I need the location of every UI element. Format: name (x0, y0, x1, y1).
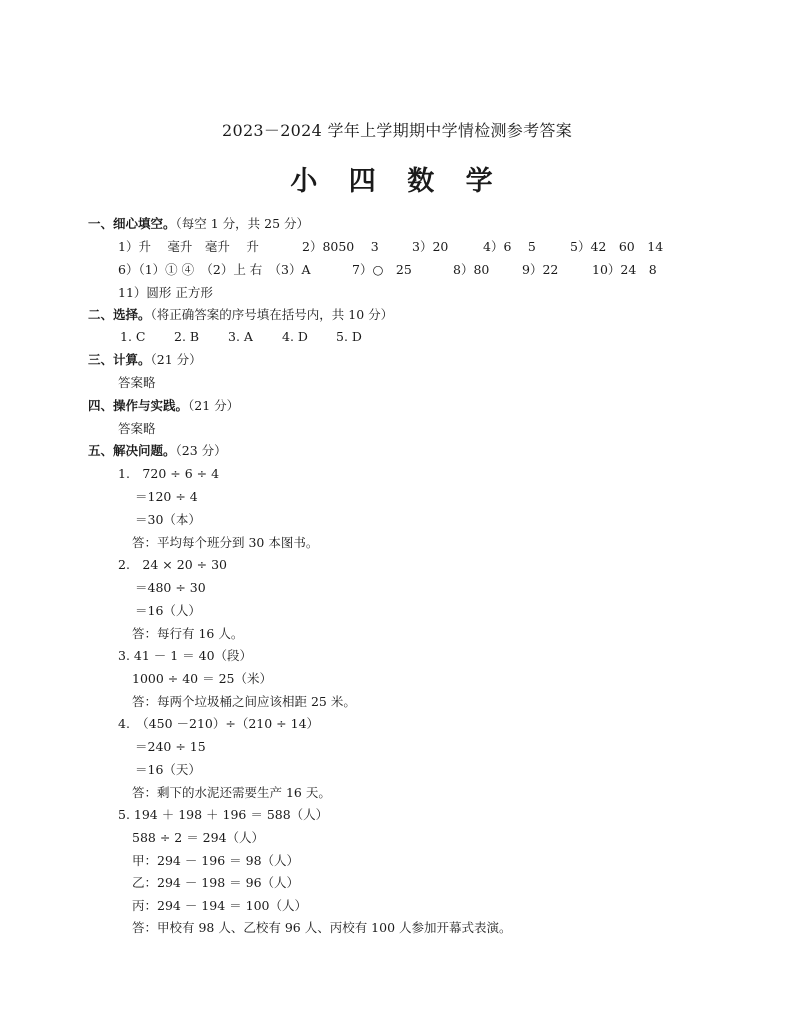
section-3-heading (88, 351, 202, 369)
choice-answer-3: 3. A (228, 329, 253, 344)
answer-4: 4）6 5 (483, 239, 536, 254)
answer-9: 9）22 (522, 262, 559, 277)
q3-line-2: 1000 ÷ 40 ＝ 25（米） (132, 671, 272, 686)
answer-3: 3）20 (412, 239, 449, 254)
answer-7: 7）○ 25 (352, 262, 412, 277)
q4-line-2: ＝240 ÷ 15 (135, 739, 206, 754)
q4-line-3: ＝16（天） (135, 762, 201, 777)
q4-line-1: 4. （450 －210）÷（210 ÷ 14） (118, 716, 320, 731)
section-3-answer: 答案略 (118, 375, 156, 390)
answer-8: 8）80 (453, 262, 490, 277)
q5-line-1: 5. 194 ＋ 198 ＋ 196 ＝ 588（人） (118, 807, 329, 822)
section-2-title: 二、选择。 (88, 307, 151, 322)
answer-1: 1）升 毫升 毫升 升 (118, 239, 259, 254)
q3-line-1: 3. 41 － 1 ＝ 40（段） (118, 648, 253, 663)
q1-answer: 答：平均每个班分到 30 本图书。 (132, 535, 319, 550)
section-4-score: （21 分） (188, 398, 240, 413)
choice-answer-4: 4. D (282, 329, 308, 344)
section-4-answer: 答案略 (118, 421, 156, 436)
section-4-heading (88, 397, 239, 415)
q2-line-1: 2. 24 × 20 ÷ 30 (118, 557, 227, 572)
section-1-title: 一、细心填空。 (88, 216, 176, 231)
q5-line-4: 乙：294 － 198 ＝ 96（人） (132, 875, 300, 890)
q1-line-3: ＝30（本） (135, 512, 201, 527)
choice-answer-1: 1. C (120, 329, 146, 344)
answer-2: 2）8050 3 (302, 239, 379, 254)
section-3-score: （21 分） (150, 352, 202, 367)
q1-line-2: ＝120 ÷ 4 (135, 489, 198, 504)
choice-answer-2: 2. B (174, 329, 200, 344)
section-4-title: 四、操作与实践。 (88, 398, 189, 413)
answer-6: 6）（1）① ④ （2）上 右 （3）A (118, 262, 311, 277)
section-2-heading (88, 306, 393, 324)
q5-line-2: 588 ÷ 2 ＝ 294（人） (132, 830, 265, 845)
section-1-heading (88, 215, 309, 233)
answer-10: 10）24 8 (592, 262, 657, 277)
q5-line-3: 甲：294 － 196 ＝ 98（人） (132, 853, 300, 868)
q2-answer: 答：每行有 16 人。 (132, 626, 244, 641)
choice-answer-5: 5. D (336, 329, 362, 344)
answer-11: 11）圆形 正方形 (118, 285, 213, 300)
q4-answer: 答：剩下的水泥还需要生产 16 天。 (132, 785, 331, 800)
section-5-score: （23 分） (175, 443, 227, 458)
q5-answer: 答：甲校有 98 人、乙校有 96 人、丙校有 100 人参加开幕式表演。 (132, 920, 512, 935)
q3-answer: 答：每两个垃圾桶之间应该相距 25 米。 (132, 694, 356, 709)
q1-line-1: 1. 720 ÷ 6 ÷ 4 (118, 466, 220, 481)
q2-line-2: ＝480 ÷ 30 (135, 580, 206, 595)
q5-line-5: 丙：294 － 194 ＝ 100（人） (132, 898, 307, 913)
section-3-title: 三、计算。 (88, 352, 151, 367)
document-title: 2023－2024 学年上学期期中学情检测参考答案 (221, 121, 573, 140)
subject-title: 小 四 数 学 (290, 166, 504, 197)
answer-5: 5）42 60 14 (570, 239, 664, 254)
section-2-score: （将正确答案的序号填在括号内，共 10 分） (150, 307, 394, 322)
q2-line-3: ＝16（人） (135, 603, 201, 618)
section-1-score: （每空 1 分，共 25 分） (175, 216, 310, 231)
section-5-heading (88, 442, 227, 460)
section-5-title: 五、解决问题。 (88, 443, 176, 458)
